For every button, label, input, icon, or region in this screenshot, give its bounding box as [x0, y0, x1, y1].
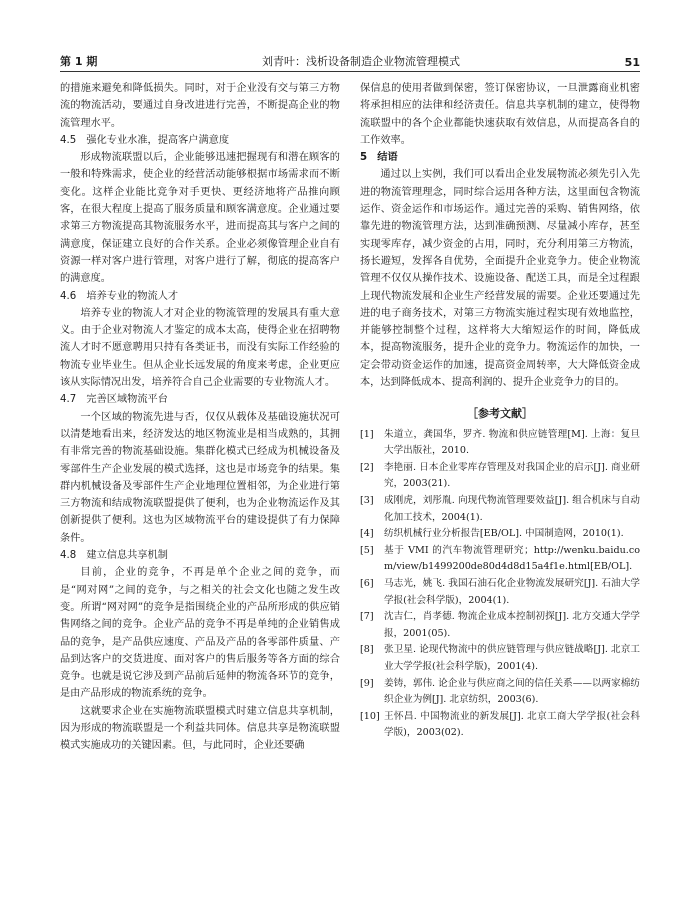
- issue-number: 第 1 期: [60, 55, 98, 68]
- reference-number: [8]: [360, 644, 374, 656]
- reference-item: [360, 642, 640, 675]
- section-heading-4-8: 4.8 建立信息共享机制: [60, 550, 168, 562]
- page-number: 51: [624, 56, 640, 69]
- reference-number: [7]: [360, 611, 374, 623]
- reference-item: [360, 543, 640, 576]
- paragraph-4-8b: 这就要求企业在实施物流联盟模式时建立信息共享机制，因为形成的物流联盟是一个利益共同体。信息共享是物流联盟模式实施成功的关键因素。但，与此同时，企业还要确: [60, 705, 340, 752]
- reference-item: [360, 493, 640, 526]
- reference-number: [3]: [360, 495, 374, 507]
- paragraph-4-8: 目前，企业的竞争，不再是单个企业之间的竞争，而是“网对网”之间的竞争，与之相关的社会文化也随之发生改变。所谓“网对网”的竞争是指围绕企业的产品所形成的供应销售网络之间的竞争。企业产品的竞争不再是单纯的企业销售成品的竞争，是产品供应速度、产品及产品的各零部件质量、产品到达客户的交货进度、面对客户的售后服务等各方面的综合竞争。也就是说它涉及到产品前后延伸的物流各环节的竞争，是由产品形成的物流系统的竞争。: [60, 567, 340, 700]
- right-column: [360, 80, 640, 742]
- section-heading-4-5: 4.5 强化专业水准，提高客户满意度: [60, 134, 230, 146]
- paragraph-conclusion: 通过以上实例，我们可以看出企业发展物流必须先引入先进的物流管理理念，同时综合运用各种方法，这里面包含物流运作、资金运作和市场运作。通过完善的采购、销售网络，依靠先进的物流管理方法，达到准确预测、尽量减小库存，甚至实现零库存，减少资金的占用，同时，充分利用第三方物流，扬长避短，发挥各自优势，全面提升企业竞争力。使企业物流管理不仅仅从操作技术、设施设备、配送工具，而是全过程跟上现代物流发展和企业生产经营发展的需要。企业还要通过先进的电子商务技术，对第三方物流实施过程实现有效地监控，并能够控制整个过程，这样将大大缩短运作的时间，降低成本，提高物流服务，提升企业的竞争力。物流运作的加快，一定会带动资金运作的加速，提高资金周转率，大大降低资金成本，达到降低成本、提高利润的、提升企业竞争力的目的。: [360, 169, 640, 389]
- reference-item: [360, 427, 640, 460]
- reference-item: [360, 460, 640, 493]
- reference-item: [360, 676, 640, 709]
- section-heading-4-6: 4.6 培养专业的物流人才: [60, 290, 179, 302]
- reference-text: 李艳丽. 日本企业零库存管理及对我国企业的启示[J]. 商业研究，2003(21).: [384, 461, 640, 490]
- paragraph-continued: 保信息的使用者做到保密，签订保密协议，一旦泄露商业机密将承担相应的法律和经济责任。信息共享机制的建立，使得物流联盟中的各个企业都能快速获取有效信息，从而提高各自的工作效率。: [360, 83, 640, 146]
- running-header: [60, 50, 640, 72]
- reference-text: 纺织机械行业分析报告[EB/OL]. 中国制造网，2010(1).: [384, 528, 624, 540]
- running-title: 刘青叶：浅析设备制造企业物流管理模式: [262, 55, 460, 68]
- reference-text: 王怀昌. 中国物流业的新发展[J]. 北京工商大学学报(社会科学版)，2003(02).: [384, 710, 640, 739]
- reference-number: [1]: [360, 428, 374, 440]
- section-heading-4-7: 4.7 完善区域物流平台: [60, 394, 168, 406]
- reference-number: [9]: [360, 677, 374, 689]
- reference-text: 姜铸，郭伟. 论企业与供应商之间的信任关系——以两家棉纺织企业为例[J]. 北京纺织，2003(6).: [384, 677, 640, 706]
- references-title: ［参考文献］: [467, 407, 533, 421]
- reference-text: 沈吉仁，肖孝德. 物流企业成本控制初探[J]. 北方交通大学学报，2001(05).: [384, 611, 640, 639]
- paragraph-intro: 的措施来避免和降低损失。同时，对于企业没有交与第三方物流的物流活动，要通过自身改进进行完善，不断提高企业的物流管理水平。: [60, 83, 340, 129]
- paragraph-4-6: 培养专业的物流人才对企业的物流管理的发展具有重大意义。由于企业对物流人才鉴定的成本太高，使得企业在招聘物流人才时不愿意聘用只持有各类证书，而没有实际工作经验的物流专业毕业生。但从企业长远发展的角度来考虑，企业更应该从实际情况出发，培养符合自己企业需要的专业物流人才。: [60, 307, 340, 389]
- reference-text: 马志光，姚飞. 我国石油石化企业物流发展研究[J]. 石油大学学报(社会科学版)，2004(1).: [384, 577, 640, 606]
- reference-item: [360, 526, 640, 543]
- paragraph-4-7: 一个区域的物流先进与否，仅仅从载体及基础设施状况可以清楚地看出来，经济发达的地区物流业是相当成熟的，其拥有非常完善的物流基础设施。集群化模式已经成为机械设备及零部件生产企业发展的模式选择，这也是市场竞争的结果。集群内机械设备及零部件生产企业地理位置相邻，为企业进行第三方物流和结成物流联盟提供了便利，也为企业物流运作及其创新提供了便利。这也为区域物流平台的建设提供了有力保障条件。: [60, 411, 340, 544]
- reference-number: [6]: [360, 577, 374, 589]
- paragraph-4-5: 形成物流联盟以后，企业能够迅速把握现有和潜在顾客的一般和特殊需求，使企业的经营活动能够根据市场需求而不断变化。这样企业能比竞争对手更快、更经济地将产品推向顾客，在很大程度上提高了服务质量和顾客满意度。企业通过要求第三方物流提高其物流服务水平，进而提高其与客户之间的满意度，保证建立良好的合作关系。企业必须像管理企业自有资源一样对客户进行管理，对客户进行了解，彻底的提高客户的满意度。: [60, 152, 340, 285]
- reference-text: 基于 VMI 的汽车物流管理研究；http://wenku.baidu.com/view/b1499200de80d4d8d15a4f1e.html[EB/OL].: [384, 544, 640, 573]
- reference-text: 张卫星. 论现代物流中的供应链管理与供应链战略[J]. 北京工业大学学报(社会科学版)，2001(4).: [384, 644, 640, 672]
- section-heading-5: 5 结语: [360, 152, 398, 164]
- reference-item: [360, 609, 640, 642]
- reference-item: [360, 576, 640, 609]
- left-column: [60, 80, 340, 755]
- reference-number: [4]: [360, 528, 374, 540]
- reference-item: [360, 709, 640, 742]
- reference-text: 成刚虎，刘彤胤. 向现代物流管理要效益[J]. 组合机床与自动化加工技术，2004(1).: [384, 495, 640, 523]
- reference-number: [2]: [360, 461, 374, 473]
- reference-text: 朱道立，龚国华，罗齐. 物流和供应链管理[M]. 上海：复旦大学出版社，2010.: [384, 428, 640, 457]
- reference-number: [10]: [360, 710, 380, 722]
- references-list: [360, 427, 640, 742]
- reference-number: [5]: [360, 544, 374, 556]
